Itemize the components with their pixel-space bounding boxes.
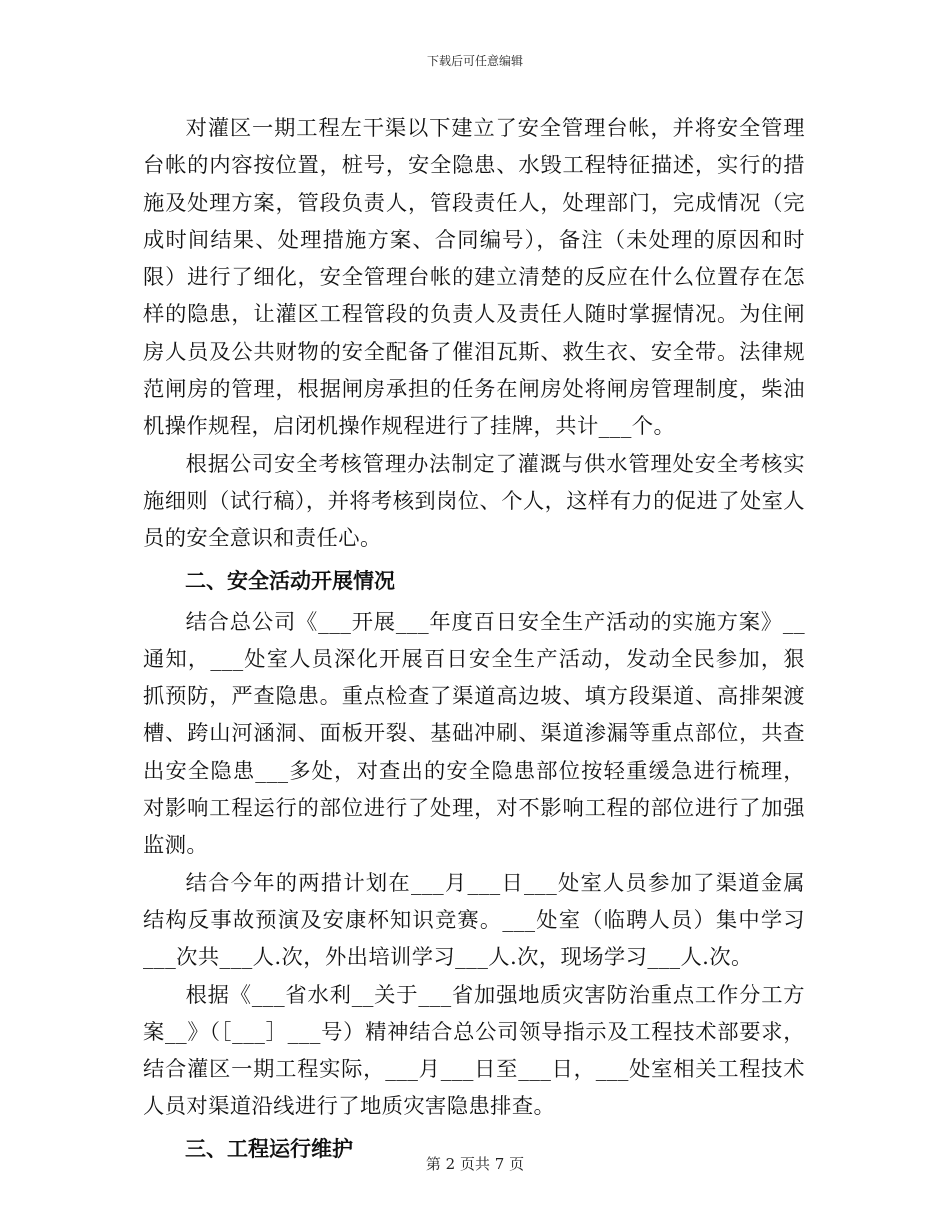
paragraph-safety-assessment: 根据公司安全考核管理办法制定了灌溉与供水管理处安全考核实施细则（试行稿），并将考核到岗位、个人，这样有力的促进了处室人员的安全意识和责任心。 <box>143 451 805 552</box>
paragraph-training: 结合今年的两措计划在___月___日___处室人员参加了渠道金属结构反事故预演及安康杯知识竞赛。___处室（临聘人员）集中学习___次共___人.次，外出培训学习___人.次，现场学习___人.次。 <box>143 870 805 971</box>
section-heading-safety-activities: 二、安全活动开展情况 <box>185 568 395 593</box>
document-body <box>143 110 805 1172</box>
page-number: 第 2 页共 7 页 <box>425 1155 525 1173</box>
paragraph-safety-ledger: 对灌区一期工程左干渠以下建立了安全管理台帐，并将安全管理台帐的内容按位置，桩号，安全隐患、水毁工程特征描述，实行的措施及处理方案，管段负责人，管段责任人，处理部门，完成情况（完成时间结果、处理措施方案、合同编号），备注（未处理的原因和时限）进行了细化，安全管理台帐的建立清楚的反应在什么位置存在怎样的隐患，让灌区工程管段的负责人及责任人随时掌握情况。为住闸房人员及公共财物的安全配备了催泪瓦斯、救生衣、安全带。法律规范闸房的管理，根据闸房承担的任务在闸房处将闸房管理制度，柴油机操作规程，启闭机操作规程进行了挂牌，共计___个。 <box>143 116 805 440</box>
paragraph-geological-hazard: 根据《___省水利__关于___省加强地质灾害防治重点工作分工方案__》（［___］___号）精神结合总公司领导指示及工程技术部要求，结合灌区一期工程实际，___月___日至___日，___处室相关工程技术人员对渠道沿线进行了地质灾害隐患排查。 <box>143 982 805 1120</box>
section-heading-operation-maintenance: 三、工程运行维护 <box>185 1136 353 1161</box>
page-header: 下载后可任意编辑 <box>426 54 523 68</box>
paragraph-hundred-day-campaign: 结合总公司《___开展___年度百日安全生产活动的实施方案》__通知，___处室人员深化开展百日安全生产活动，发动全民参加，狠抓预防，严查隐患。重点检查了渠道高边坡、填方段渠道、高排架渡槽、跨山河涵洞、面板开裂、基础冲刷、渠道渗漏等重点部位，共查出安全隐患___多处，对查出的安全隐患部位按轻重缓急进行梳理，对影响工程运行的部位进行了处理，对不影响工程的部位进行了加强监测。 <box>143 609 805 859</box>
